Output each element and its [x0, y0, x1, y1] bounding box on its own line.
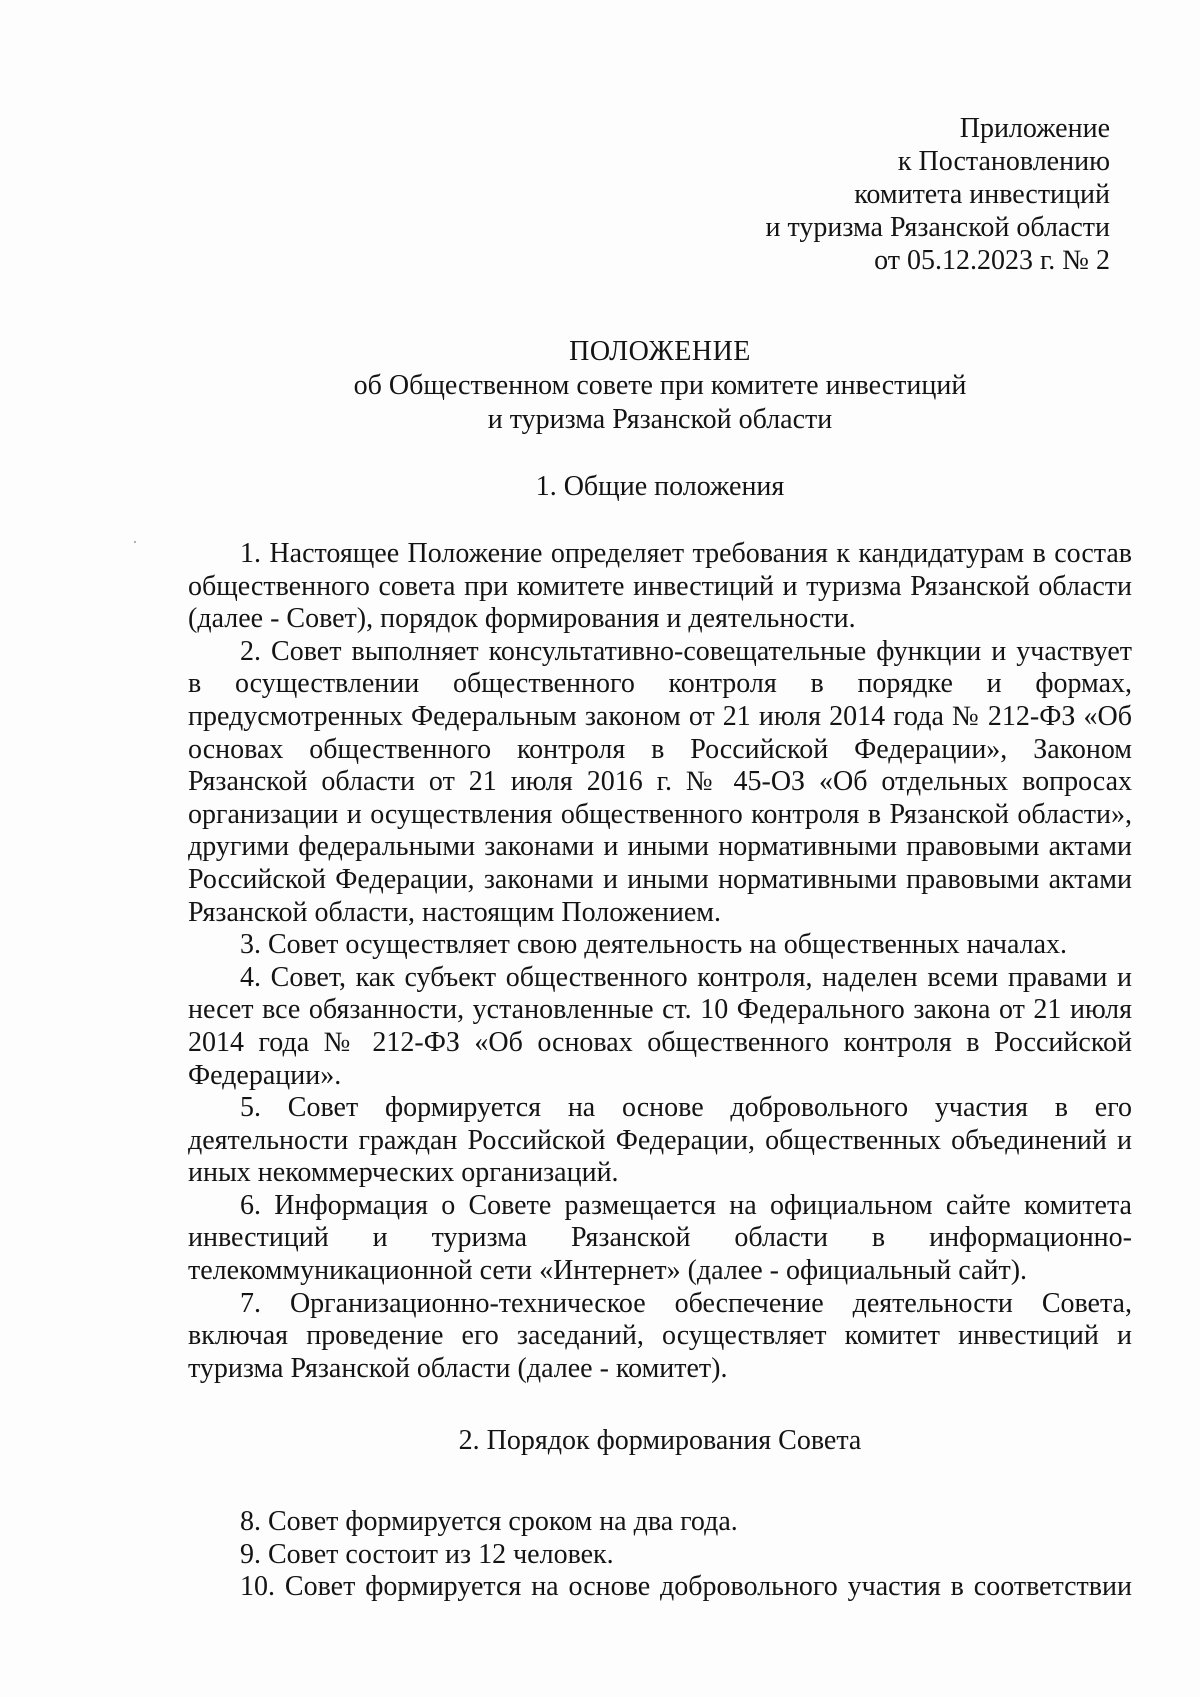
paragraph: 5. Совет формируется на основе добровольного участия в его деятельности граждан Российской Федерации, общественных объединений и иных некоммерческих организаций.	[188, 1092, 1132, 1189]
section-heading-general: 1. Общие положения	[535, 471, 785, 502]
paragraph: 3. Совет осуществляет свою деятельность на общественных началах.	[240, 929, 1068, 961]
scan-artifact	[134, 541, 136, 543]
appendix-block	[590, 112, 1110, 277]
appendix-line: и туризма Рязанской области	[765, 212, 1110, 243]
title-subtitle-line: об Общественном совете при комитете инвестиций	[353, 370, 967, 401]
appendix-line: от 05.12.2023 г. № 2	[874, 245, 1110, 276]
appendix-line: Приложение	[959, 113, 1110, 144]
paragraph: 4. Совет, как субъект общественного контроля, наделен всеми правами и несет все обязанности, установленные ст. 10 Федерального закона от 21 июля 2014 года № 212-ФЗ «Об основах общественного контроля в Российской Федерации».	[188, 961, 1132, 1091]
section-formation-body	[188, 1506, 1132, 1604]
paragraph: 1. Настоящее Положение определяет требования к кандидатурам в состав общественного совета при комитете инвестиций и туризма Рязанской области (далее - Совет), порядок формирования и деятельности.	[188, 538, 1132, 635]
title-main: ПОЛОЖЕНИЕ	[569, 336, 751, 367]
appendix-line: к Постановлению	[897, 146, 1110, 177]
paragraph: 8. Совет формируется сроком на два года.	[240, 1506, 738, 1537]
section-general-body	[188, 538, 1132, 1385]
document-title	[190, 335, 1130, 437]
paragraph: 2. Совет выполняет консультативно-совещательные функции и участвует в осуществлении общественного контроля в порядке и формах, предусмотренных Федеральным законом от 21 июля 2014 года № 212-ФЗ «Об основах общественного контроля в Российской Федерации», Законом Рязанской области от 21 июля 2016 г. № 45-ОЗ «Об отдельных вопросах организации и осуществления общественного контроля в Рязанской области», другими федеральными законами и иными нормативными правовыми актами Российской Федерации, законами и иными нормативными правовыми актами Рязанской области, настоящим Положением.	[188, 635, 1132, 928]
paragraph: 6. Информация о Совете размещается на официальном сайте комитета инвестиций и туризма Рязанской области в информационно-телекоммуникационной сети «Интернет» (далее - официальный сайт).	[188, 1189, 1132, 1287]
paragraph: 7. Организационно-техническое обеспечение деятельности Совета, включая проведение его заседаний, осуществляет комитет инвестиций и туризма Рязанской области (далее - комитет).	[188, 1287, 1132, 1384]
section-heading-formation: 2. Порядок формирования Совета	[458, 1425, 862, 1456]
title-subtitle-line: и туризма Рязанской области	[487, 404, 833, 435]
paragraph: 10. Совет формируется на основе добровольного участия в соответствии	[240, 1571, 1132, 1603]
appendix-line: комитета инвестиций	[854, 179, 1110, 210]
paragraph: 9. Совет состоит из 12 человек.	[240, 1538, 614, 1570]
